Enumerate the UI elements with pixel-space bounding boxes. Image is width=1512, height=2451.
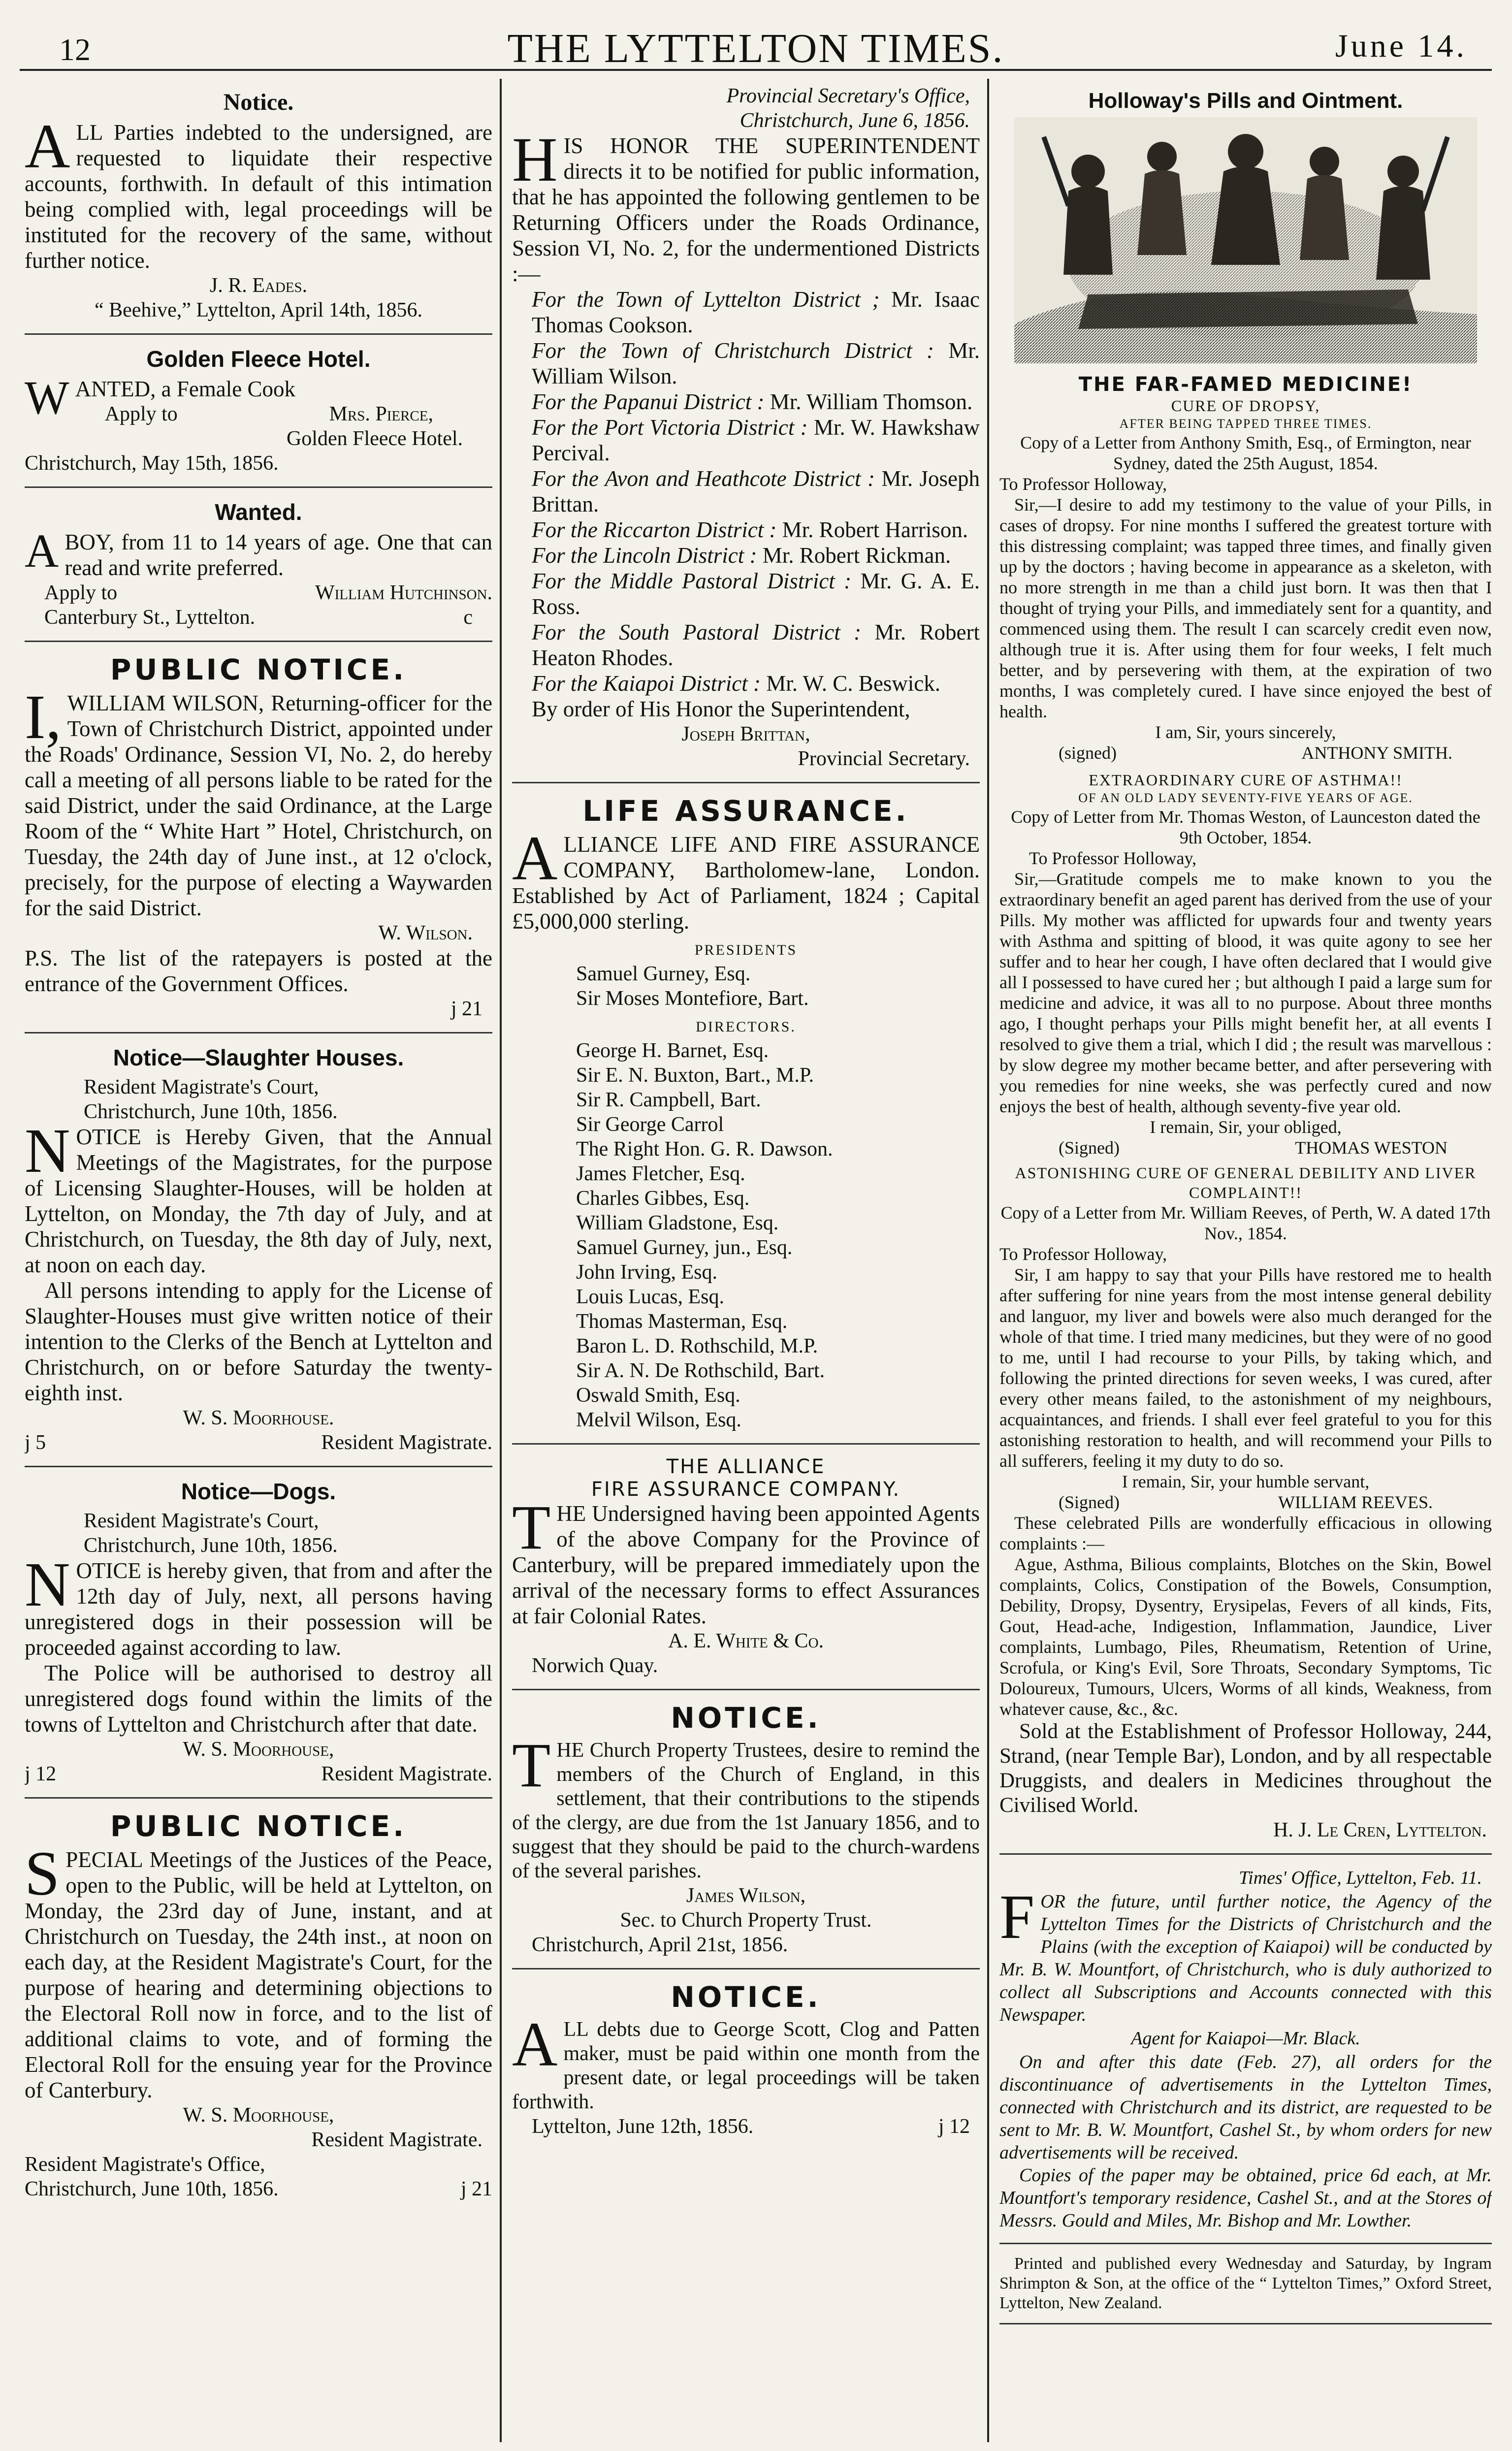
complaints-intro: These celebrated Pills are wonderfully efficacious in ollowing complaints :— [999,1513,1492,1553]
director-name: Louis Lucas, Esq. [576,1286,724,1308]
letter-signature: (Signed) WILLIAM REEVES. [1059,1492,1433,1512]
ad-role: j 5 Resident Magistrate. [25,1431,492,1454]
ad-title: Holloway's Pills and Ointment. [1088,89,1403,113]
district-entry: For the Town of Lyttelton District ; Mr. Isaac Thomas Cookson. [532,287,980,337]
district-list [512,287,980,696]
director-name: Sir A. N. De Rothschild, Bart. [576,1359,825,1382]
letter-source: Copy of a Letter from Anthony Smith, Esq., of Ermington, near Sydney, dated the 25th August, 1854. [1020,433,1471,473]
presidents-list [512,962,980,1011]
director-name: Sir George Carrol [576,1113,724,1136]
ad-fire-assurance [512,1455,980,1678]
ad-address: Christchurch, April 21st, 1856. [532,1934,788,1956]
ad-title: PUBLIC NOTICE. [110,653,407,686]
ad-address: Norwich Quay. [532,1654,658,1677]
letter-signature: (Signed) THOMAS WESTON [1059,1138,1448,1158]
ad-office-date: Christchurch, June 10th, 1856. [84,1534,338,1557]
ad-role: Sec. to Church Property Trust. [620,1909,872,1932]
ad-signature: H. J. Le Cren, Lyttelton. [1273,1819,1487,1841]
ad-title: Notice—Slaughter Houses. [113,1045,404,1070]
district-entry: For the Town of Christchurch District : Mr. William Wilson. [532,338,980,388]
district-entry: For the Middle Pastoral District : Mr. G. A. E. Ross. [532,569,980,619]
letter-closing: I am, Sir, yours sincerely, [1155,722,1336,742]
ad-address: Christchurch, May 15th, 1856. [25,452,279,475]
notice-justices [25,1809,492,2201]
complaints-list: Ague, Asthma, Bilious complaints, Blotches on the Skin, Bowel complaints, Colics, Constipation of the Bowels, Consumption, Debility, Dropsy, Dysentry, Erysipelas, Fevers of all kinds, Fits, Gout, Head-ache, Indigestion, Inflammation, Jaundice, Liver complaints, Lumbago, Piles, Rheumatism, Retention of Urine, Scrofula, or King's Evil, Sore Throats, Secondary Symptoms, Tic Doloureux, Tumours, Ulcers, Worms of all kinds, Weakness, from whatever cause, &c., &c. [999,1554,1492,1719]
director-name: Sir E. N. Buxton, Bart., M.P. [576,1064,814,1087]
letter-body: Sir,—Gratitude compels me to make known to you the extraordinary benefit an aged parent has derived from the use of your Pills. My mother was afflicted for upwards four and twenty years with Asthma and spitting of blood, it was quite agony to see her suffer and to hear her cough, I have often declared that I would give all I possessed to have cured her ; but although I paid a large sum for medicine and advice, it was all to no purpose. About three months ago, I thought perhaps your Pills might benefit her, at all events I resolved to give them a trial, which I did ; the result was marvellous : by slow degree my mother became better, and after persevering with you remedies for nine weeks, she was perfectly cured and now enjoys the best of health, although seventy-five year old. [999,869,1492,1116]
ad-apply: Apply to Mrs. Pierce, [104,403,433,425]
page-number: 12 [59,32,91,67]
notice-provincial [512,84,980,771]
ad-code: j 21 [450,998,483,1020]
ad-body: THE Church Property Trustees, desire to remind the members of the Church of England, in this settlement, that their contributions to the stipends of the clergy, are due from the 1st January 1856, and to suggest that they should be paid to the church-wardens of the several parishes. [512,1730,980,1882]
section-title: EXTRAORDINARY CURE OF ASTHMA!! [1089,771,1403,789]
ad-body-3: Copies of the paper may be obtained, price 6d each, at Mr. Mountfort's temporary residence, Cashel St., and at the Stores of Messrs. Gould and Miles, Mr. Bishop and Mr. Lowther. [999,2165,1492,2231]
director-name: Oswald Smith, Esq. [576,1384,740,1407]
ad-address: Canterbury St., Lyttelton. c [44,606,473,629]
imprint-text: Printed and published every Wednesday and Saturday, by Ingram Shrimpton & Son, at the office of the “ Lyttelton Times,” Oxford Street, Lyttelton, New Zealand. [999,2255,1492,2312]
director-name: William Gladstone, Esq. [576,1212,779,1234]
ad-body: ABOY, from 11 to 14 years of age. One that can read and write preferred. [25,524,492,580]
director-name: Melvil Wilson, Esq. [576,1409,741,1431]
ad-closing: By order of His Honor the Superintendent, [532,697,910,721]
notice-george-scott [512,1980,980,2139]
ad-signature: W. S. Moorhouse, [183,2104,334,2127]
ad-body: ALL Parties indebted to the undersigned, are requested to liquidate their respective accounts, forthwith. In default of this intimation being complied with, legal proceedings will be instituted for the recovery of the same, without further notice. [25,111,492,273]
ad-title: NOTICE. [671,1701,821,1735]
divider [512,1968,980,1969]
directors-list [512,1038,980,1432]
ad-body-2: On and after this date (Feb. 27), all orders for the discontinuance of advertisements in the Lyttelton Times, connected with Christchurch and its district, are requested to be sent to Mr. B. W. Mountfort, Cashel St., by whom orders for new advertisements will be received. [999,2052,1492,2163]
presidents-heading: PRESIDENTS [694,942,798,958]
director-name: Baron L. D. Rothschild, M.P. [576,1335,818,1357]
letter-signature: (signed) ANTHONY SMITH. [1059,743,1452,763]
director-name: Sir R. Campbell, Bart. [576,1089,761,1111]
divider [25,1466,492,1467]
ad-title: Notice—Dogs. [181,1479,336,1504]
ad-body-2: The Police will be authorised to destroy all unregistered dogs found within the limits of the towns of Lyttelton and Christchurch after that date. [25,1661,492,1737]
district-entry: For the Papanui District : Mr. William Thomson. [532,389,973,414]
divider [25,1797,492,1799]
divider [999,1853,1492,1855]
ad-signature: A. E. White & Co. [668,1630,824,1652]
ad-office-date: Christchurch, June 10th, 1856. [84,1100,338,1123]
ad-office-date: Christchurch, June 6, 1856. [740,109,970,132]
ad-signature: W. Wilson. [378,922,473,944]
director-name: John Irving, Esq. [576,1261,717,1284]
ad-office: Times' Office, Lyttelton, Feb. 11. [1239,1868,1482,1888]
ad-office: Resident Magistrate's Court, [84,1076,319,1098]
ad-title: NOTICE. [671,1980,821,2014]
ad-apply: Apply to William Hutchinson. [44,581,492,604]
ad-office-date: Christchurch, June 10th, 1856. j 21 [25,2178,492,2200]
column-rule [987,79,989,2442]
notice-eades [25,89,492,322]
ad-title: Wanted. [215,499,302,525]
ad-body: ALLIANCE LIFE AND FIRE ASSURANCE COMPANY, Bartholomew-lane, London. Established by Act of Parliament, 1824 ; Capital £5,000,000 sterling. [512,823,980,934]
ad-postscript: P.S. The list of the ratepayers is posted at the entrance of the Government Offices. [25,946,492,996]
page-header [20,15,1492,71]
letter-recipient: To Professor Holloway, [1029,848,1197,868]
director-name: Charles Gibbes, Esq. [576,1187,750,1210]
directors-heading: DIRECTORS. [696,1019,796,1035]
ad-body: WANTED, a Female Cook [25,371,296,424]
president-name: Samuel Gurney, Esq. [576,963,751,985]
director-name: Samuel Gurney, jun., Esq. [576,1236,793,1259]
ad-role: j 12 Resident Magistrate. [25,1763,492,1785]
column-1 [25,84,492,2437]
notice-golden-fleece [25,346,492,476]
ad-headline: THE FAR-FAMED MEDICINE! [1078,373,1413,396]
masthead: THE LYTTELTON TIMES. [507,26,1004,71]
ad-signature: Joseph Brittan, [681,723,810,745]
letter-body: Sir,—I desire to add my testimony to the value of your Pills, in cases of dropsy. For nine months I suffered the greatest torture with this distressing complaint; was tapped three times, and finally given up by the doctors ; having become in appearance as a skeleton, with no more strength in me than a child just born. It was then that I thought of trying your Pills, and immediately sent for a quantity, and commenced using them. The result I can scarcely credit even now, although true it is. After using them for four weeks, I felt much better, and by persevering with them, at the expiration of two months, I was completely cured. I have since enjoyed the best of health. [999,495,1492,721]
district-entry: For the Lincoln District : Mr. Robert Rickman. [532,543,951,568]
ad-signature: W. S. Moorhouse, [183,1738,334,1761]
letter-source: Copy of Letter from Mr. Thomas Weston, of Launceston dated the 9th October, 1854. [1011,807,1480,847]
ad-address: “ Beehive,” Lyttelton, April 14th, 1856. [94,299,423,322]
agent-kaiapoi: Agent for Kaiapoi—Mr. Black. [1131,2028,1360,2049]
director-name: George H. Barnet, Esq. [576,1039,769,1062]
issue-date: June 14. [1335,28,1467,64]
ad-address: Lyttelton, June 12th, 1856. j 12 [532,2115,970,2138]
notice-wanted-boy [25,499,492,630]
letter-closing: I remain, Sir, your obliged, [1150,1117,1342,1137]
ad-hotel: Golden Fleece Hotel. [286,427,463,450]
ad-life-assurance [512,794,980,1432]
ad-office: Provincial Secretary's Office, [726,85,970,107]
ad-signature: W. S. Moorhouse. [183,1407,334,1429]
letter-recipient: To Professor Holloway, [999,1244,1167,1264]
letter-recipient: To Professor Holloway, [999,474,1167,494]
notice-dogs [25,1478,492,1786]
ad-office: Resident Magistrate's Court, [84,1510,319,1532]
divider [512,782,980,783]
ad-body: THE Undersigned having been appointed Agents of the above Company for the Province of Canterbury, will be prepared immediately upon the arrival of the necessary forms to effect Assurances at fair Colonial Rates. [512,1492,980,1628]
ad-signature: James Wilson, [686,1884,806,1907]
district-entry: For the Kaiapoi District : Mr. W. C. Beswick. [532,671,941,696]
section-subtitle: OF AN OLD LADY SEVENTY-FIVE YEARS OF AGE. [1078,791,1413,805]
section-title: CURE OF DROPSY, [1171,397,1320,415]
letter-body: Sir, I am happy to say that your Pills have restored me to health after suffering for nine years from the most intense general debility and languor, my liver and bowels were also much deranged for the whole of that time. I tried many medicines, but they were of no good to me, until I had recourse to your Pills, by taking which, and following the printed directions for seven weeks, I was cured, after every other means failed, to the astonishment of my neighbours, acquaintances, and friends. I shall ever feel grateful to you for this astonishing restoration to health, and will recommend your Pills to all sufferers, feeling it my duty to do so. [999,1265,1492,1471]
ad-body: NOTICE is hereby given, that from and after the 12th day of July, next, all persons having unregistered dogs in their possession will be proceeded against according to law. [25,1549,492,1660]
ad-body-2: All persons intending to apply for the License of Slaughter-Houses must give written notice of their intention to the Clerks of the Bench at Lyttelton and Christchurch, on or before Saturday the twenty-eighth inst. [25,1278,492,1405]
section-title: ASTONISHING CURE OF GENERAL DEBILITY AND LIVER COMPLAINT!! [1015,1164,1477,1201]
divider [25,486,492,488]
divider [25,1032,492,1033]
ad-title: Golden Fleece Hotel. [146,346,371,372]
ad-title: THE ALLIANCE [666,1455,826,1478]
director-name: The Right Hon. G. R. Dawson. [576,1138,833,1161]
ad-role: Resident Magistrate. [311,2128,483,2151]
imprint [999,2243,1492,2324]
ad-title: PUBLIC NOTICE. [110,1809,407,1843]
divider [512,1443,980,1445]
ad-body: NOTICE is Hereby Given, that the Annual Meetings of the Magistrates, for the purpose of Licensing Slaughter-Houses, will be holden at Lyttelton, on Monday, the 7th day of July, and at Christchurch, on Tuesday, the 8th day of July, next, at noon on each day. [25,1116,492,1277]
ad-body: HIS HONOR THE SUPERINTENDENT directs it to be notified for public information, that he has appointed the following gentlemen to be Returning Officers under the Roads Ordinance, Session VI, No. 2, for the undermentioned Districts :— [512,125,980,286]
ad-holloway [999,89,1492,1842]
letter-closing: I remain, Sir, your humble servant, [1122,1472,1370,1491]
column-2 [512,84,980,2437]
president-name: Sir Moses Montefiore, Bart. [576,987,809,1010]
notice-church-property [512,1701,980,1957]
ad-role: Provincial Secretary. [798,747,970,770]
section-subtitle: AFTER BEING TAPPED THREE TIMES. [1119,417,1372,431]
ad-body: ALL debts due to George Scott, Clog and Patten maker, must be paid within one month from the present date, or legal proceedings will be taken forthwith. [512,2009,980,2113]
director-name: James Fletcher, Esq. [576,1162,745,1185]
column-3 [999,84,1492,2437]
district-entry: For the Riccarton District : Mr. Robert Harrison. [532,517,968,542]
ad-office: Resident Magistrate's Office, [25,2153,265,2176]
column-rule [500,79,502,2442]
district-entry: For the Port Victoria District : Mr. W. Hawkshaw Percival. [532,415,980,465]
ad-body: SPECIAL Meetings of the Justices of the Peace, open to the Public, will be held at Lyttelton, on Monday, the 23rd day of June, instant, and at Christchurch on Tuesday, the 24th inst., at noon on each day, at the Resident Magistrate's Court, for the purpose of hearing and determining objections to the Electoral Roll now in force, and to the list of additional claims to vote, and of forming the Electoral Roll for the ensuing year for the Province of Canterbury. [25,1838,492,2102]
sold-at: Sold at the Establishment of Professor Holloway, 244, Strand, (near Temple Bar), London, and by all respectable Druggists, and dealers in Medicines throughout the Civilised World. [999,1720,1492,1817]
ad-signature: J. R. Eades. [209,274,308,297]
district-entry: For the South Pastoral District : Mr. Robert Heaton Rhodes. [532,620,980,670]
ad-title: LIFE ASSURANCE. [582,794,909,828]
ad-body: I, WILLIAM WILSON, Returning-officer for the Town of Christchurch District, appointed under the Roads' Ordinance, Session VI, No. 2, do hereby call a meeting of all persons liable to be rated for the said District, under the said Ordinance, at the Large Room of the “ White Hart ” Hotel, Christchurch, on Tuesday, the 24th day of June inst., at 12 o'clock, precisely, for the purpose of electing a Waywarden for the said District. [25,682,492,920]
divider [25,641,492,642]
divider [25,333,492,335]
notice-times-office [999,1866,1492,2232]
director-name: Thomas Masterman, Esq. [576,1310,788,1333]
ad-body: FOR the future, until further notice, the Agency of the Lyttelton Times for the Districts of Christchurch and the Plains (with the exception of Kaiapoi) will be conducted by Mr. B. W. Mountfort, of Christchurch, who is duly authorized to collect all Subscriptions and Accounts connected with this Newspaper. [999,1882,1492,2025]
ad-title: Notice. [223,89,294,115]
notice-returning-officer [25,653,492,1021]
divider [512,1689,980,1690]
letter-source: Copy of a Letter from Mr. William Reeves, of Perth, W. A dated 17th Nov., 1854. [1000,1203,1491,1243]
ad-subtitle: FIRE ASSURANCE COMPANY. [591,1478,901,1501]
engraving-illustration [1014,117,1477,363]
district-entry: For the Avon and Heathcote District : Mr. Joseph Brittan. [532,466,980,516]
notice-slaughter-houses [25,1044,492,1455]
